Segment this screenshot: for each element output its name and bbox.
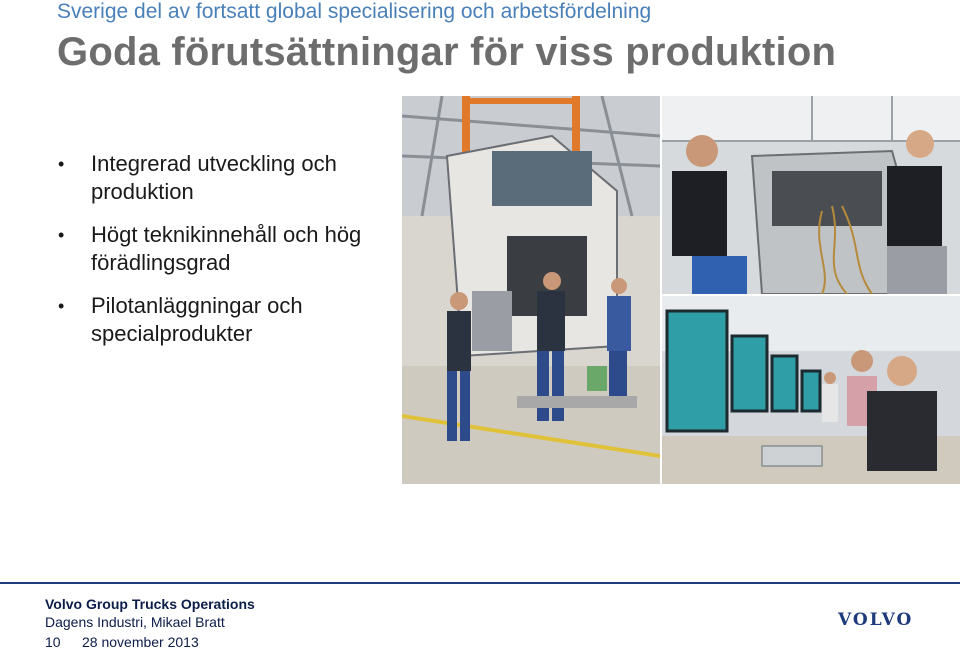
- engineers-cab-photo: [662, 96, 960, 294]
- bullet-item: [58, 150, 398, 206]
- footer-divider: [0, 582, 960, 584]
- page-number: 10: [45, 634, 61, 650]
- footer-company: Volvo Group Trucks Operations: [45, 596, 255, 612]
- bullet-text-line1: Pilotanläggningar och: [91, 293, 303, 318]
- footer-date: 28 november 2013: [82, 634, 199, 650]
- volvo-logo: VOLVO: [838, 610, 914, 630]
- slide-subtitle: Sverige del av fortsatt global specialisering och arbetsfördelning: [57, 0, 652, 23]
- bullet-text-line2: specialprodukter: [91, 321, 253, 346]
- truck-assembly-photo: [402, 96, 660, 484]
- bullet-list: [58, 150, 398, 363]
- bullet-icon: •: [58, 296, 65, 316]
- bullet-text-line1: Integrerad utveckling och: [91, 151, 337, 176]
- control-room-photo: [662, 296, 960, 484]
- bullet-icon: •: [58, 154, 65, 174]
- bullet-item: [58, 221, 398, 277]
- footer-event: Dagens Industri, Mikael Bratt: [45, 614, 225, 630]
- bullet-text-line1: Högt teknikinnehåll och hög: [91, 222, 362, 247]
- slide-title: Goda förutsättningar för viss produktion: [57, 30, 837, 74]
- bullet-text-line2: förädlingsgrad: [91, 250, 231, 275]
- bullet-icon: •: [58, 225, 65, 245]
- bullet-text-line2: produktion: [91, 179, 194, 204]
- bullet-item: [58, 292, 398, 348]
